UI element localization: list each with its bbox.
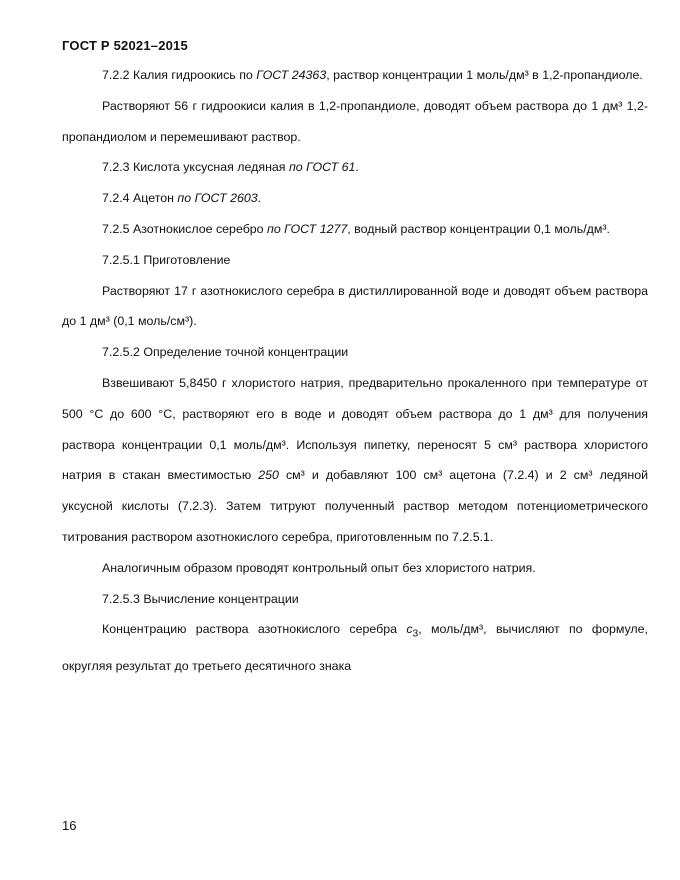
standard-header: ГОСТ Р 52021–2015 xyxy=(62,38,188,53)
page-number: 16 xyxy=(62,818,77,833)
paragraph-7-2-2: 7.2.2 Калия гидроокись по ГОСТ 24363, раствор концентрации 1 моль/дм³ в 1,2-пропандиоле. xyxy=(102,68,643,82)
paragraph-agno3-prep: Растворяют 17 г азотнокислого серебра в дистиллированной воде и доводят объем раствора до 1 дм³ (0,1 моль/см³). xyxy=(62,283,648,329)
paragraph-7-2-5: 7.2.5 Азотнокислое серебро по ГОСТ 1277, водный раствор концентрации 0,1 моль/дм³. xyxy=(102,221,610,236)
heading-7-2-5-1: 7.2.5.1 Приготовление xyxy=(102,252,231,267)
paragraph-titration-procedure: Взвешивают 5,8450 г хлористого натрия, предварительно прокаленного при температуре от 500 °С до 600 °С, растворяют его в воде и доводят объем раствора до 1 дм³ для получения раствора концентрации 0,1 моль/дм³. Используя пипетку, переносят 5 см³ раствора хлористого натрия в стакан вместимостью 250 см³ и добавляют 100 см³ ацетона (7.2.4) и 2 см³ ледяной уксусной кислоты (7.2.3). Затем титруют полученный раствор методом потенциометрического титрования раствором азотнокислого серебра, приготовленным по 7.2.5.1. xyxy=(62,375,649,544)
paragraph-7-2-4: 7.2.4 Ацетон по ГОСТ 2603. xyxy=(102,191,262,206)
heading-7-2-5-2: 7.2.5.2 Определение точной концентрации xyxy=(102,345,349,360)
document-body xyxy=(62,60,648,681)
paragraph-7-2-3: 7.2.3 Кислота уксусная ледяная по ГОСТ 61. xyxy=(102,160,359,175)
paragraph-control-test: Аналогичным образом проводят контрольный опыт без хлористого натрия. xyxy=(102,560,536,575)
paragraph-koh-prep: Растворяют 56 г гидроокиси калия в 1,2-пропандиоле, доводят объем раствора до 1 дм³ 1,2-пропандиолом и перемешивают раствор. xyxy=(62,98,648,144)
heading-7-2-5-3: 7.2.5.3 Вычисление концентрации xyxy=(102,591,299,606)
paragraph-concentration-formula: Концентрацию раствора азотнокислого серебра $с_3$, моль/дм³, вычисляют по формуле, округляя результат до третьего десятичного знака xyxy=(62,622,648,673)
